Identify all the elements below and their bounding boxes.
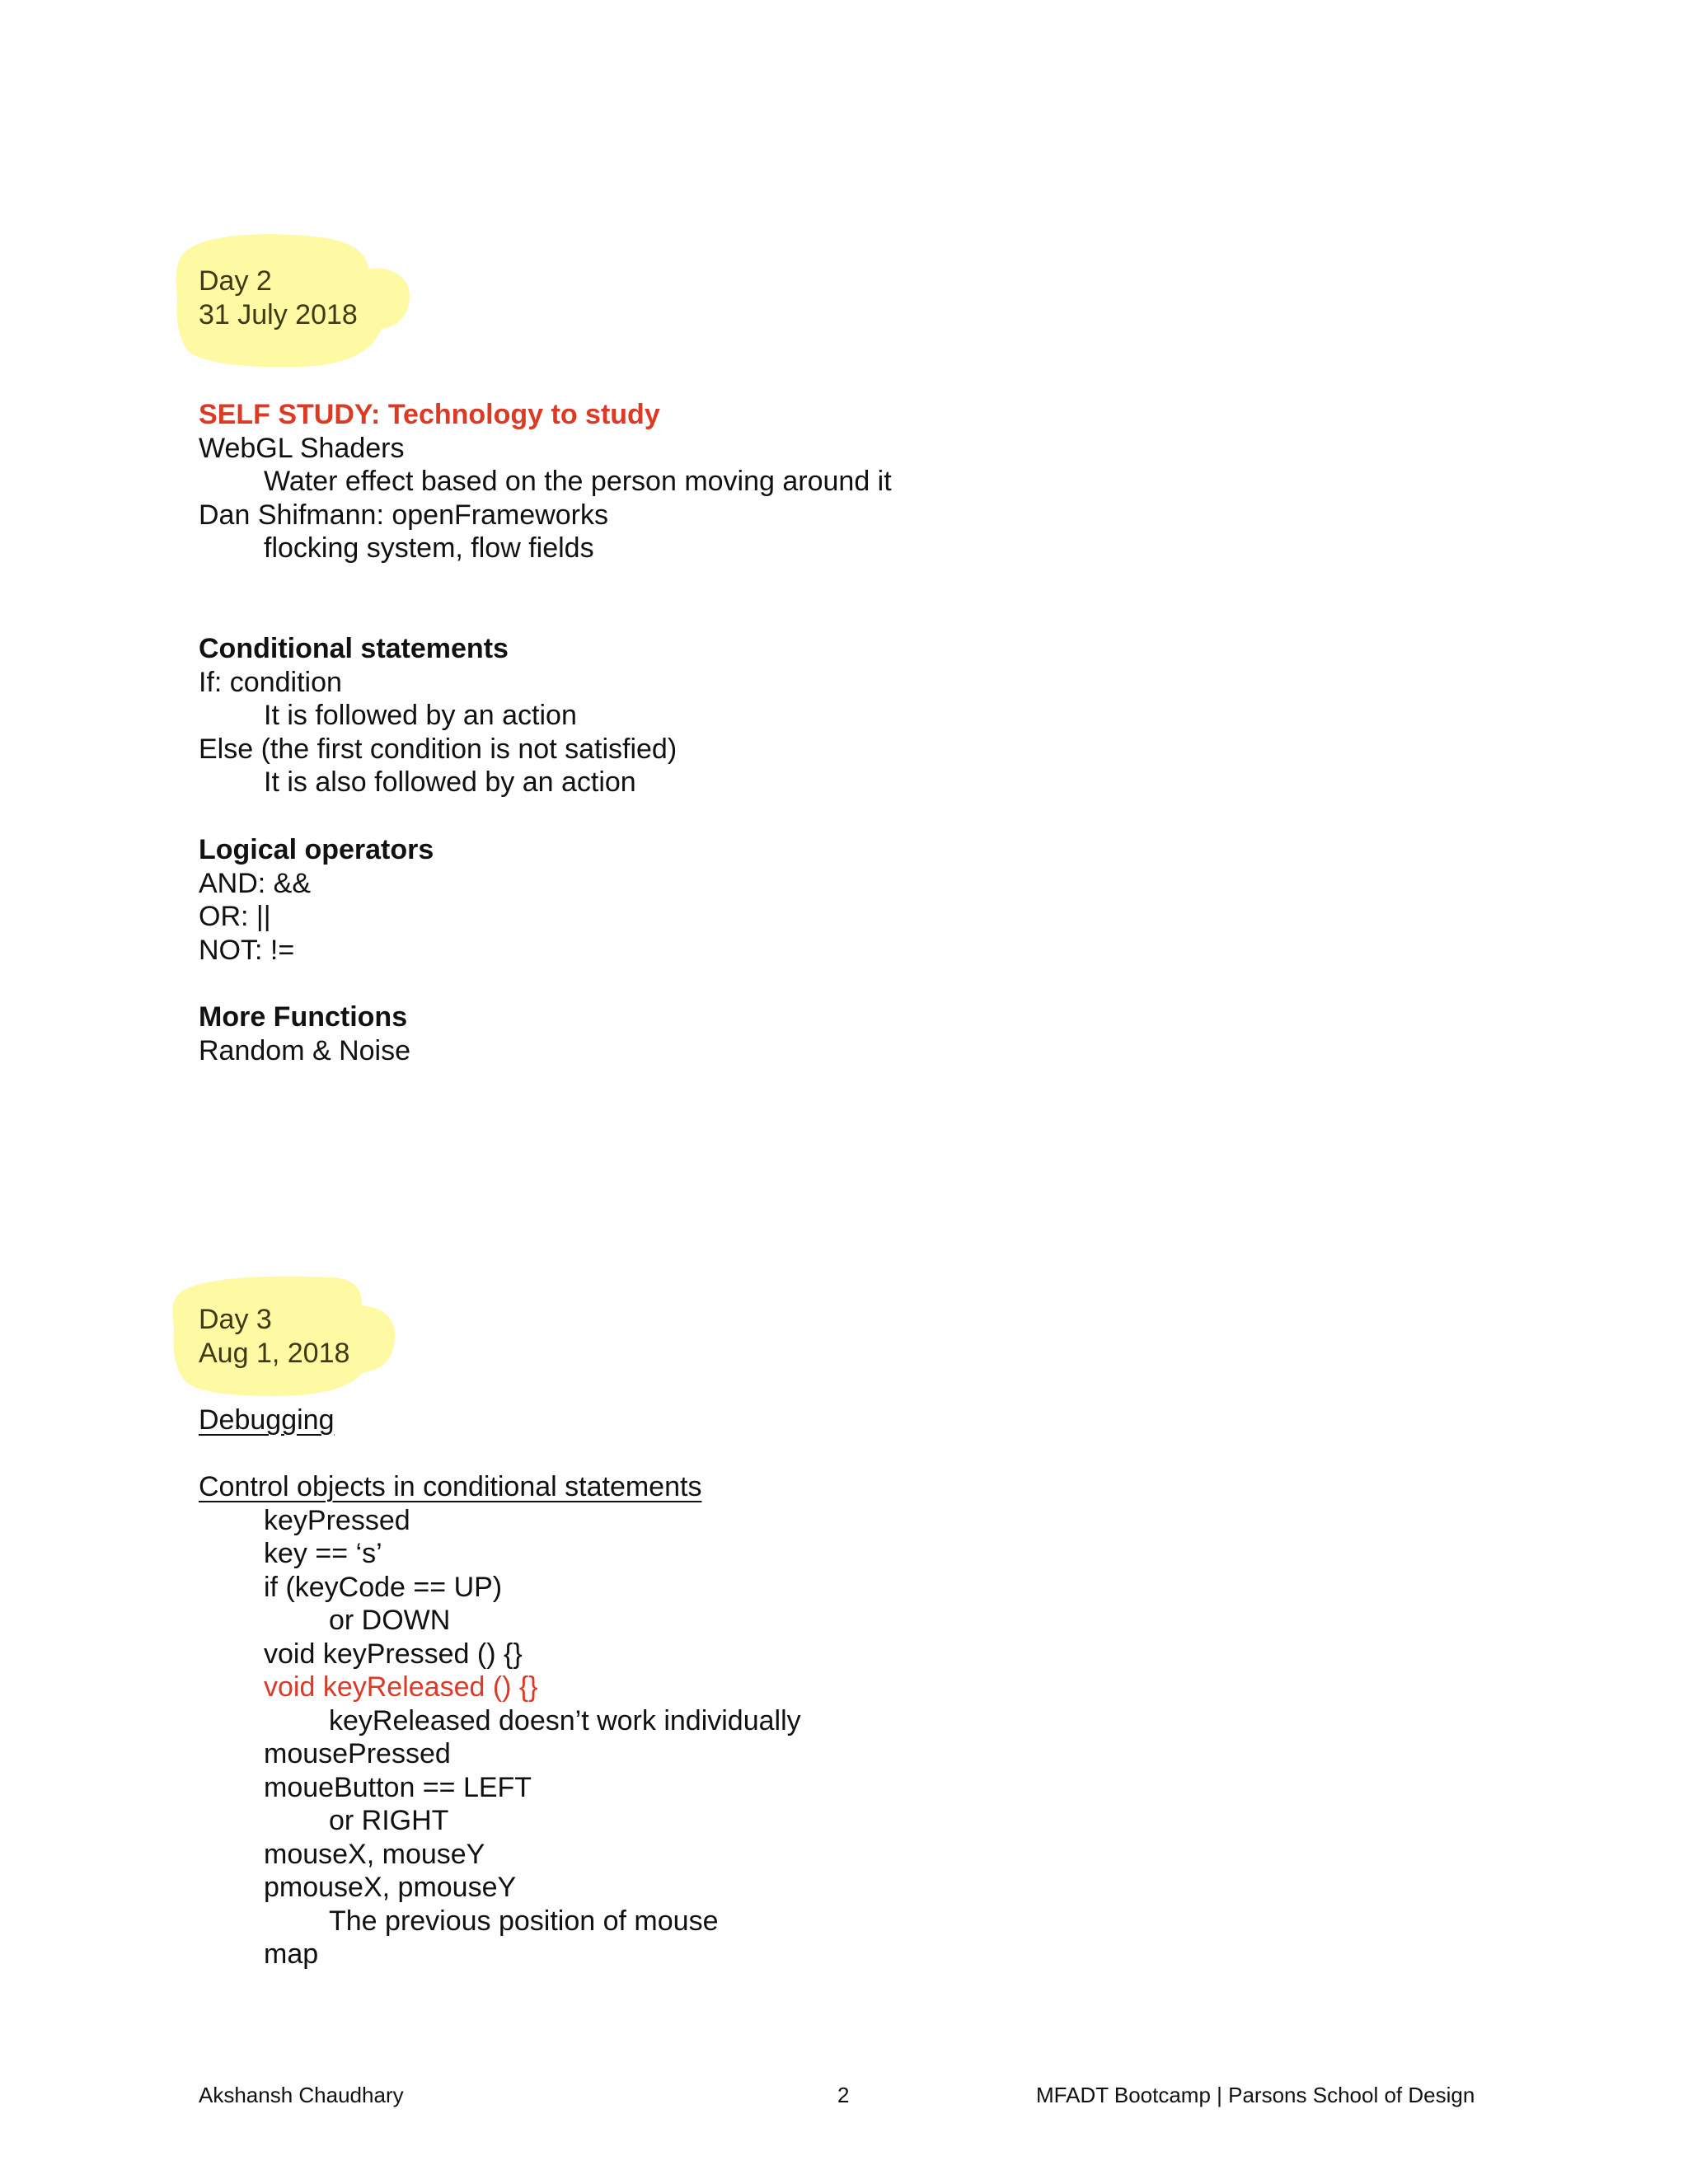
day3-date-block: [199, 1303, 1517, 1370]
date-label: 31 July 2018: [199, 298, 358, 330]
more-functions-section: [199, 1001, 1517, 1067]
section-heading: SELF STUDY: Technology to study: [199, 399, 660, 430]
list-item: It is also followed by an action: [264, 766, 636, 798]
list-item: key == ‘s’: [264, 1538, 382, 1569]
section-heading: [199, 1470, 1517, 1504]
date-label: Aug 1, 2018: [199, 1337, 350, 1369]
list-item: The previous position of mouse: [329, 1905, 719, 1937]
list-item: If: condition: [199, 666, 342, 698]
list-item: mouseX, mouseY: [264, 1838, 485, 1870]
list-item: Water effect based on the person moving around it: [264, 466, 892, 497]
list-item-highlighted: void keyReleased () {}: [264, 1671, 538, 1703]
list-item: if (keyCode == UP): [264, 1571, 503, 1603]
list-item: WebGL Shaders: [199, 432, 405, 464]
list-item: keyPressed: [264, 1504, 410, 1536]
day2-date-block: [199, 265, 1517, 331]
list-item: OR: ||: [199, 901, 271, 932]
logical-operators-section: [199, 833, 1517, 967]
list-item: void keyPressed () {}: [264, 1638, 523, 1670]
list-item: flocking system, flow fields: [264, 532, 594, 564]
footer-author: Akshansh Chaudhary: [199, 2083, 404, 2107]
section-heading: [199, 1404, 1517, 1437]
list-item: pmouseX, pmouseY: [264, 1872, 517, 1903]
section-heading: More Functions: [199, 1001, 408, 1033]
section-heading: Conditional statements: [199, 633, 509, 664]
footer-page-number: 2: [837, 2083, 850, 2107]
list-item: NOT: !=: [199, 934, 295, 966]
self-study-section: [199, 398, 1517, 565]
list-item: mousePressed: [264, 1738, 451, 1769]
footer-course: MFADT Bootcamp | Parsons School of Design: [1036, 2083, 1475, 2107]
list-item: It is followed by an action: [264, 700, 577, 731]
list-item: AND: &&: [199, 867, 312, 899]
list-item: Dan Shifmann: openFrameworks: [199, 499, 609, 531]
debugging-section: [199, 1404, 1517, 1437]
control-heading: Control objects in conditional statements: [199, 1471, 702, 1502]
conditional-section: [199, 632, 1517, 799]
list-item: map: [264, 1938, 319, 1970]
debugging-heading: Debugging: [199, 1404, 335, 1436]
list-item: or DOWN: [329, 1605, 451, 1636]
list-item: moueButton == LEFT: [264, 1771, 532, 1803]
list-item: or RIGHT: [329, 1805, 449, 1836]
day-label: Day 2: [199, 265, 272, 297]
list-item: Else (the first condition is not satisfied): [199, 733, 678, 765]
control-objects-section: [199, 1470, 1517, 1971]
section-heading: Logical operators: [199, 834, 434, 865]
day-label: Day 3: [199, 1304, 272, 1335]
list-item: Random & Noise: [199, 1034, 411, 1066]
list-item: keyReleased doesn’t work individually: [329, 1704, 801, 1736]
